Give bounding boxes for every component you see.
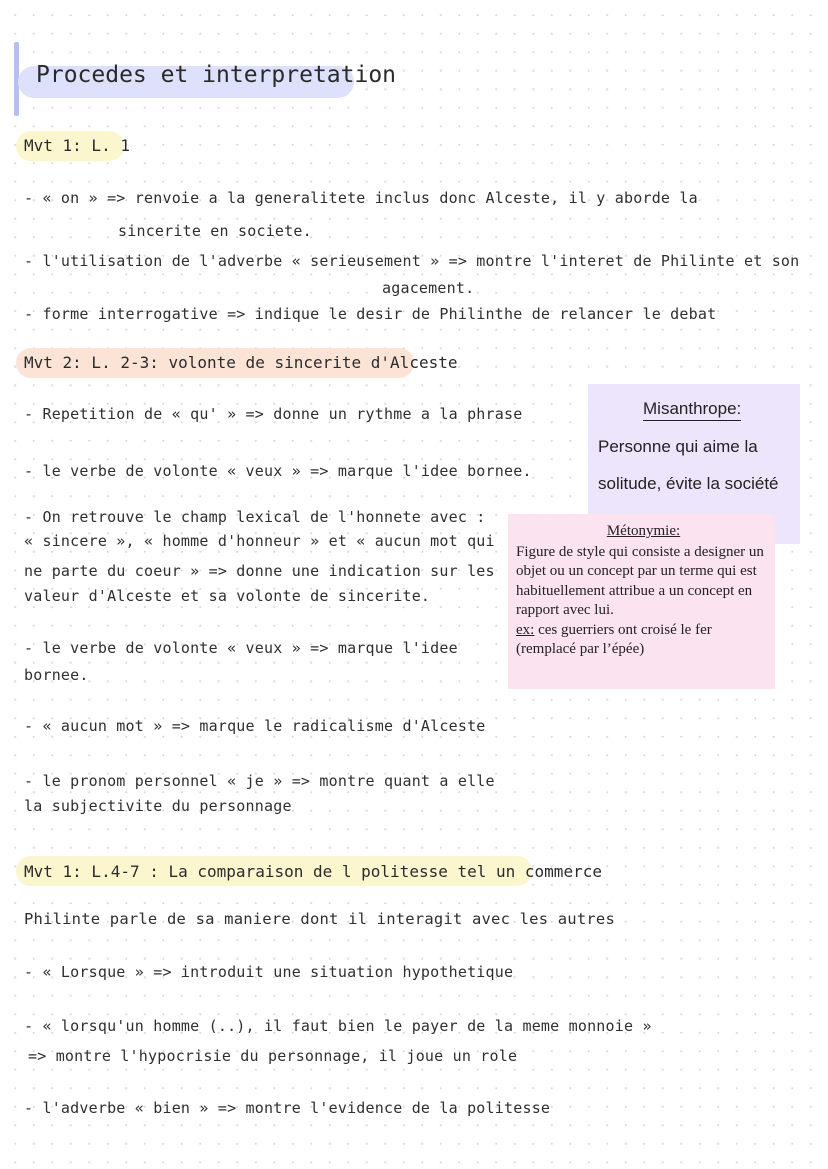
mvt2-line: bornee. bbox=[24, 666, 89, 684]
mvt2-heading: Mvt 2: L. 2-3: volonte de sincerite d'Alceste bbox=[24, 353, 458, 372]
metonymie-definition: Figure de style qui consiste a designer un objet ou un concept par un terme qui est habituellement attribue a un concept en rapport avec lui. bbox=[516, 543, 764, 618]
mvt2-line: - On retrouve le champ lexical de l'honnete avec : bbox=[24, 508, 486, 526]
mvt1a-line: - « on » => renvoie a la generalitete inclus donc Alceste, il y aborde la bbox=[24, 189, 698, 207]
mvt1b-line: - « Lorsque » => introduit une situation hypothetique bbox=[24, 963, 514, 981]
mvt2-line: ne parte du coeur » => donne une indication sur les bbox=[24, 562, 495, 580]
mvt1b-heading: Mvt 1: L.4-7 : La comparaison de l politesse tel un commerce bbox=[24, 862, 602, 881]
mvt1b-line: Philinte parle de sa maniere dont il interagit avec les autres bbox=[24, 910, 615, 928]
metonymie-content bbox=[516, 522, 771, 660]
metonymie-example bbox=[516, 621, 771, 660]
metonymie-title: Métonymie: bbox=[606, 523, 681, 539]
mvt2-line: - le verbe de volonte « veux » => marque l'idee bornee. bbox=[24, 462, 532, 480]
mvt1a-line: agacement. bbox=[382, 279, 475, 297]
mvt1a-line: - forme interrogative => indique le desir de Philinthe de relancer le debat bbox=[24, 305, 717, 323]
misanthrope-definition-line: Personne qui aime la bbox=[598, 437, 758, 456]
metonymie-example-text: ces guerriers ont croisé le fer (remplacé par l’épée) bbox=[516, 621, 712, 657]
mvt2-line: - « aucun mot » => marque le radicalisme d'Alceste bbox=[24, 717, 486, 735]
mvt1a-heading: Mvt 1: L. 1 bbox=[24, 136, 130, 155]
mvt2-line: - le verbe de volonte « veux » => marque l'idee bbox=[24, 639, 458, 657]
page-title: Procedes et interpretation bbox=[36, 62, 397, 88]
mvt1b-line: - « lorsqu'un homme (..), il faut bien le payer de la meme monnoie » bbox=[24, 1017, 652, 1035]
mvt2-line: - le pronom personnel « je » => montre quant a elle bbox=[24, 772, 495, 790]
mvt1a-line: sincerite en societe. bbox=[118, 222, 312, 240]
mvt2-line: - Repetition de « qu' » => donne un rythme a la phrase bbox=[24, 405, 523, 423]
mvt2-line: « sincere », « homme d'honneur » et « aucun mot qui bbox=[24, 532, 495, 550]
mvt2-line: la subjectivite du personnage bbox=[24, 797, 292, 815]
mvt1a-line: - l'utilisation de l'adverbe « serieusement » => montre l'interet de Philinte et son bbox=[24, 252, 800, 270]
mvt1b-line: => montre l'hypocrisie du personnage, il joue un role bbox=[28, 1047, 518, 1065]
misanthrope-definition-line: solitude, évite la société bbox=[598, 474, 779, 493]
misanthrope-title: Misanthrope: bbox=[643, 399, 741, 421]
mvt1b-line: - l'adverbe « bien » => montre l'evidence de la politesse bbox=[24, 1099, 551, 1117]
mvt2-line: valeur d'Alceste et sa volonte de sincerite. bbox=[24, 587, 431, 605]
metonymie-example-label: ex: bbox=[516, 621, 535, 638]
